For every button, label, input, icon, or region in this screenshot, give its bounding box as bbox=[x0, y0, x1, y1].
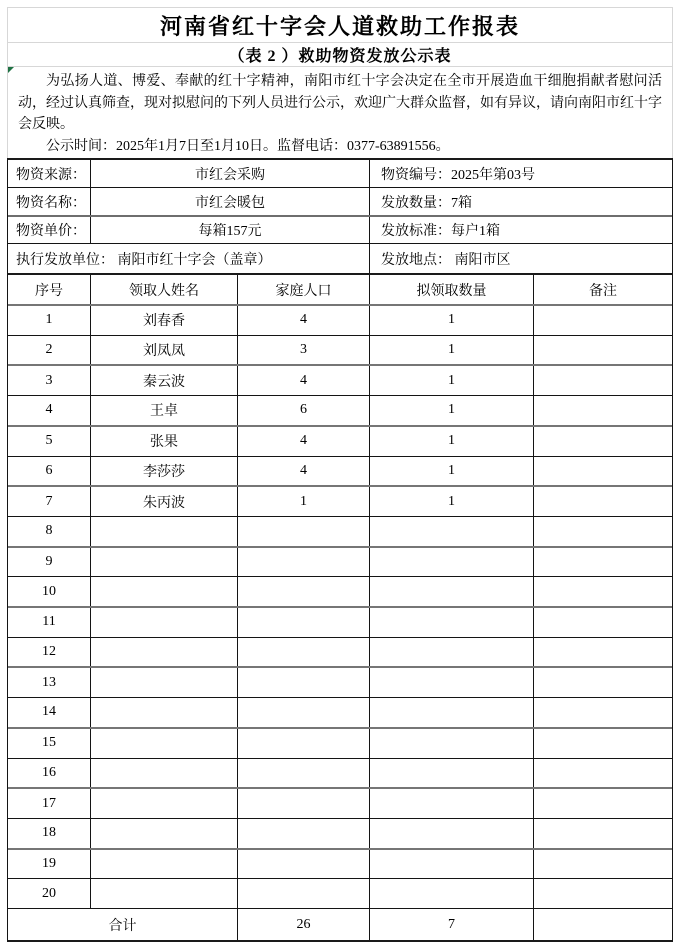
table-row bbox=[8, 395, 672, 425]
row-no-cell: 7 bbox=[8, 487, 91, 516]
row-qty-cell bbox=[370, 577, 534, 606]
table-body bbox=[7, 304, 673, 908]
row-qty-cell bbox=[370, 608, 534, 637]
row-note-cell bbox=[534, 638, 672, 667]
row-family-cell bbox=[238, 819, 370, 848]
material-number: 物资编号：2025年第03号 bbox=[381, 167, 535, 183]
row-note-cell bbox=[534, 608, 672, 637]
row-name-cell: 王卓 bbox=[91, 396, 238, 425]
row-qty-cell: 1 bbox=[370, 306, 534, 335]
col-header-no: 序号 bbox=[8, 275, 91, 304]
row-name-cell: 刘凤凤 bbox=[91, 336, 238, 365]
row-name-cell bbox=[91, 759, 238, 788]
table-row bbox=[8, 364, 672, 395]
row-family-cell bbox=[238, 789, 370, 818]
row-qty-cell bbox=[370, 789, 534, 818]
row-note-cell bbox=[534, 306, 672, 335]
row-note-cell bbox=[534, 759, 672, 788]
row-qty-cell: 1 bbox=[370, 427, 534, 456]
info-row-exec bbox=[8, 243, 672, 273]
row-note-cell bbox=[534, 366, 672, 395]
table-row bbox=[8, 758, 672, 788]
table-row bbox=[8, 878, 672, 908]
row-name-cell bbox=[91, 879, 238, 908]
info-row-source bbox=[8, 160, 672, 187]
row-family-cell bbox=[238, 729, 370, 758]
row-name-cell: 秦云波 bbox=[91, 366, 238, 395]
row-qty-cell bbox=[370, 879, 534, 908]
table-row bbox=[8, 697, 672, 727]
issue-quantity: 发放数量：7箱 bbox=[381, 195, 472, 211]
row-no-cell: 17 bbox=[8, 789, 91, 818]
row-family-cell: 4 bbox=[238, 366, 370, 395]
row-qty-cell: 1 bbox=[370, 487, 534, 516]
row-name-cell bbox=[91, 698, 238, 727]
row-family-cell bbox=[238, 608, 370, 637]
notice-line: 公示时间：2025年1月7日至1月10日。监督电话：0377-63891556。 bbox=[46, 138, 450, 154]
table-row bbox=[8, 606, 672, 637]
row-qty-cell: 1 bbox=[370, 396, 534, 425]
row-no-cell: 16 bbox=[8, 759, 91, 788]
row-qty-cell bbox=[370, 668, 534, 697]
row-family-cell bbox=[238, 759, 370, 788]
row-no-cell: 6 bbox=[8, 457, 91, 486]
total-note bbox=[534, 909, 672, 940]
source-label: 物资来源： bbox=[8, 160, 91, 187]
row-note-cell bbox=[534, 457, 672, 486]
row-qty-cell bbox=[370, 698, 534, 727]
row-note-cell bbox=[534, 819, 672, 848]
row-family-cell bbox=[238, 698, 370, 727]
row-note-cell bbox=[534, 698, 672, 727]
name-value: 市红会暖包 bbox=[91, 188, 370, 215]
row-name-cell: 李莎莎 bbox=[91, 457, 238, 486]
row-no-cell: 10 bbox=[8, 577, 91, 606]
row-name-cell bbox=[91, 517, 238, 546]
row-no-cell: 15 bbox=[8, 729, 91, 758]
row-no-cell: 4 bbox=[8, 396, 91, 425]
cell-error-flag-icon bbox=[8, 67, 14, 73]
row-note-cell bbox=[534, 336, 672, 365]
row-qty-cell bbox=[370, 517, 534, 546]
row-note-cell bbox=[534, 517, 672, 546]
row-family-cell: 3 bbox=[238, 336, 370, 365]
row-name-cell bbox=[91, 577, 238, 606]
row-note-cell bbox=[534, 879, 672, 908]
price-label: 物资单价： bbox=[8, 217, 91, 243]
row-family-cell bbox=[238, 577, 370, 606]
row-family-cell: 4 bbox=[238, 306, 370, 335]
row-family-cell bbox=[238, 638, 370, 667]
row-note-cell bbox=[534, 577, 672, 606]
col-header-note: 备注 bbox=[589, 283, 617, 299]
row-no-cell: 2 bbox=[8, 336, 91, 365]
table-row bbox=[8, 818, 672, 848]
row-note-cell bbox=[534, 850, 672, 879]
row-no-cell: 11 bbox=[8, 608, 91, 637]
row-name-cell: 刘春香 bbox=[91, 306, 238, 335]
row-no-cell: 13 bbox=[8, 668, 91, 697]
row-no-cell: 18 bbox=[8, 819, 91, 848]
page-title: 河南省红十字会人道救助工作报表 bbox=[8, 8, 672, 43]
table-row bbox=[8, 666, 672, 697]
table-header-row bbox=[7, 273, 673, 304]
table-row bbox=[8, 485, 672, 516]
exec-unit: 执行发放单位： 南阳市红十字会（盖章） bbox=[8, 244, 370, 273]
row-name-cell bbox=[91, 819, 238, 848]
total-family: 26 bbox=[238, 909, 370, 940]
row-qty-cell bbox=[370, 850, 534, 879]
row-note-cell bbox=[534, 548, 672, 577]
row-family-cell bbox=[238, 850, 370, 879]
row-name-cell bbox=[91, 789, 238, 818]
table-row bbox=[8, 787, 672, 818]
row-name-cell bbox=[91, 668, 238, 697]
row-note-cell bbox=[534, 668, 672, 697]
price-value: 每箱157元 bbox=[91, 217, 370, 243]
row-qty-cell bbox=[370, 638, 534, 667]
total-label: 合计 bbox=[8, 909, 238, 940]
row-family-cell: 1 bbox=[238, 487, 370, 516]
row-family-cell bbox=[238, 548, 370, 577]
row-qty-cell: 1 bbox=[370, 366, 534, 395]
intro-paragraph: 为弘扬人道、博爱、奉献的红十字精神，南阳市红十字会决定在全市开展造血干细胞捐献者慰问活动，经过认真筛查，现对拟慰问的下列人员进行公示，欢迎广大群众监督，如有异议，请向南阳市红十字会反映。 bbox=[18, 74, 662, 132]
col-header-qty: 拟领取数量 bbox=[370, 275, 534, 304]
row-no-cell: 3 bbox=[8, 366, 91, 395]
report-sheet bbox=[7, 7, 673, 942]
row-name-cell bbox=[91, 729, 238, 758]
row-family-cell: 4 bbox=[238, 427, 370, 456]
row-family-cell bbox=[238, 517, 370, 546]
total-row bbox=[7, 908, 673, 942]
material-info-table bbox=[7, 158, 673, 273]
row-family-cell: 6 bbox=[238, 396, 370, 425]
row-name-cell bbox=[91, 608, 238, 637]
row-no-cell: 14 bbox=[8, 698, 91, 727]
source-value: 市红会采购 bbox=[91, 160, 370, 187]
row-no-cell: 20 bbox=[8, 879, 91, 908]
row-no-cell: 12 bbox=[8, 638, 91, 667]
info-row-name bbox=[8, 187, 672, 215]
issue-standard: 发放标准：每户1箱 bbox=[381, 224, 500, 239]
row-qty-cell: 1 bbox=[370, 336, 534, 365]
intro-cell bbox=[8, 67, 672, 158]
table-row bbox=[8, 456, 672, 486]
info-row-price bbox=[8, 215, 672, 243]
col-header-family: 家庭人口 bbox=[238, 275, 370, 304]
table-row bbox=[8, 516, 672, 546]
total-qty: 7 bbox=[370, 909, 534, 940]
row-note-cell bbox=[534, 487, 672, 516]
report-header bbox=[7, 7, 673, 158]
table-row bbox=[8, 576, 672, 606]
row-family-cell bbox=[238, 879, 370, 908]
row-qty-cell bbox=[370, 759, 534, 788]
row-qty-cell bbox=[370, 729, 534, 758]
row-qty-cell bbox=[370, 819, 534, 848]
row-family-cell bbox=[238, 668, 370, 697]
name-label: 物资名称： bbox=[8, 188, 91, 215]
row-no-cell: 19 bbox=[8, 850, 91, 879]
row-qty-cell bbox=[370, 548, 534, 577]
col-header-name: 领取人姓名 bbox=[91, 275, 238, 304]
table-row bbox=[8, 637, 672, 667]
table-row bbox=[8, 546, 672, 577]
row-note-cell bbox=[534, 427, 672, 456]
row-no-cell: 9 bbox=[8, 548, 91, 577]
table-row bbox=[8, 727, 672, 758]
row-no-cell: 8 bbox=[8, 517, 91, 546]
issue-location: 发放地点： 南阳市区 bbox=[381, 252, 511, 268]
table-row bbox=[8, 304, 672, 335]
page-subtitle: （表 2 ）救助物资发放公示表 bbox=[8, 43, 672, 67]
row-family-cell: 4 bbox=[238, 457, 370, 486]
row-name-cell: 朱丙波 bbox=[91, 487, 238, 516]
row-note-cell bbox=[534, 396, 672, 425]
row-no-cell: 1 bbox=[8, 306, 91, 335]
table-row bbox=[8, 848, 672, 879]
table-row bbox=[8, 425, 672, 456]
table-row bbox=[8, 335, 672, 365]
row-note-cell bbox=[534, 789, 672, 818]
row-qty-cell: 1 bbox=[370, 457, 534, 486]
row-note-cell bbox=[534, 729, 672, 758]
row-name-cell bbox=[91, 638, 238, 667]
row-no-cell: 5 bbox=[8, 427, 91, 456]
row-name-cell bbox=[91, 548, 238, 577]
row-name-cell bbox=[91, 850, 238, 879]
row-name-cell: 张果 bbox=[91, 427, 238, 456]
